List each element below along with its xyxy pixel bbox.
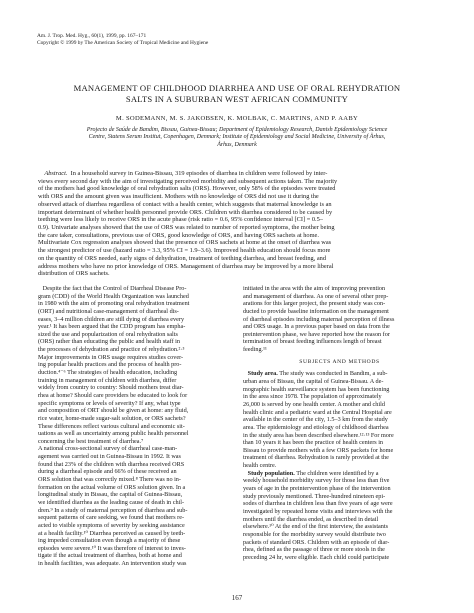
body-line: mothers until the diarrhea ended, as described in detail — [243, 515, 379, 523]
body-line: sized the use and popularization of oral rehydration salts — [38, 330, 178, 338]
body-line: the processes of dehydration and practice of rehydration.²·³ — [38, 346, 185, 354]
body-line: episodes were severe.¹⁰ It was therefore of interest to inves- — [38, 544, 186, 552]
body-line: at a health facility.¹⁰ Diarrhea perceived as caused by teeth- — [38, 529, 186, 537]
body-text: The study was conducted in Bandim, a sub- — [277, 370, 388, 378]
body-line: treatment of diarrhea. Rehydration is rarely provided at the — [243, 454, 389, 462]
body-line: duction.⁴⁻⁶ The strategies of health education, including — [38, 369, 178, 377]
body-line: specific symptoms or levels of severity? If any, what type — [38, 399, 181, 407]
body-line: year.¹ It has been argued that the CDD program has empha- — [38, 323, 186, 331]
body-line: initiated in the area with the aim of improving prevention — [243, 285, 386, 292]
body-line: tigate if the actual treatment of diarrhea, both at home and — [38, 552, 182, 560]
body-line: (ORS) rather than educating the public and health staff in — [38, 338, 180, 346]
body-line: and ORS usage. In a previous paper based on data from the — [243, 323, 390, 331]
body-line: preceding 24 hr, were eligible. Each child could participate — [243, 553, 390, 561]
body-line — [243, 470, 436, 478]
body-line: responsible for the morbidity survey would distribute two — [243, 530, 386, 538]
abstract-line: teething were less likely to receive ORS in the acute phase (risk ratio = 0.6, 95% confidence interval [CI] = 0.5– — [38, 216, 323, 224]
body-line: longitudinal study in Bissau, the capital of Guinea-Bissau, — [38, 491, 183, 499]
body-line: uations as well as uncertainty among public health personnel — [38, 430, 189, 438]
abstract-line: address mothers who have no prior knowledge of ORS. Management of diarrhea may be improved by a more liberal — [38, 262, 334, 270]
body-line — [243, 370, 436, 378]
body-line: health centre. — [243, 462, 277, 470]
page-number: 167 — [231, 594, 243, 602]
body-line: rhea, defined as the passage of three or more stools in the — [243, 546, 385, 554]
body-line: packets of standard ORS. Children with an episode of diar- — [243, 538, 390, 546]
body-line: A national cross-sectional survey of diarrheal case-man- — [38, 445, 178, 453]
body-column-left — [38, 285, 231, 568]
body-line: in health facilities, was adequate. An intervention study was — [38, 560, 187, 568]
body-line: sequent patterns of care seeking, we found that mothers re- — [38, 514, 185, 522]
body-line: Major improvements in ORS usage requires studies cover- — [38, 353, 184, 361]
affiliation-line-2: Centre, Statens Serum Institut, Copenhagen, Denmark; Institute of Epidemiology and Social Medicine, University of Århus, — [88, 134, 386, 141]
body-line: than 10 years it has been the practice of health centers in — [243, 439, 384, 447]
abstract — [38, 170, 436, 278]
subsection-heading-study-area: Study area. — [247, 370, 278, 378]
body-line: concerning the best treatment of diarrhea.⁷ — [38, 437, 144, 445]
body-line: These differences reflect various cultural and economic sit- — [38, 422, 185, 430]
body-line: gram (CDD) of the World Health Organization was launched — [38, 292, 189, 300]
body-line: we identified diarrhea as the leading cause of death in chil- — [38, 498, 185, 506]
body-line: elsewhere.¹⁰ At the end of the first interview, the assistants — [243, 523, 389, 531]
body-line: feeding.¹¹ — [243, 346, 267, 354]
abstract-line: important determinant of whether health personnel provide ORS. Children with diarrhea considered to be caused by — [38, 208, 333, 216]
paper-title — [30, 83, 444, 105]
body-line — [38, 285, 231, 293]
body-line: weekly household morbidity survey for those less than five — [243, 477, 390, 485]
body-line: of diarrheal episodes including maternal perception of illness — [243, 315, 395, 323]
body-line: sodes of diarrhea in children less than five years of age were — [243, 500, 393, 508]
body-line: health clinic and a pediatric ward at the Central Hospital are — [243, 408, 392, 416]
body-line: dren.⁹ In a study of maternal perception of diarrhea and sub- — [38, 506, 188, 514]
body-column-right — [243, 285, 436, 561]
body-line: area. The epidemiology and etiology of childhood diarrhea — [243, 423, 389, 431]
body-line: formation on the actual volume of ORS solution given. In a — [38, 483, 186, 491]
title-line-2: SALTS IN A SUBURBAN WEST AFRICAN COMMUNITY — [125, 94, 349, 104]
body-line: and management of diarrhea. As one of several other prep- — [243, 292, 389, 300]
abstract-line: Multivariate Cox regression analyses showed that the presence of ORS sachets at home at the onset of diarrhea was — [38, 239, 332, 247]
body-line: years of age in the preintervention phase of the intervention — [243, 485, 391, 493]
affiliation-line-1: Projecto de Saúde de Bandim, Bissau, Guinea-Bissau; Department of Epidemiology Research, Danish Epidemiology Science — [86, 127, 388, 133]
body-line: rhea at home? Should care providers be educated to look for — [38, 391, 188, 399]
abstract-line: of the mothers had good knowledge of oral rehydration salts (ORS). However, only 58% of the episodes were treated — [38, 185, 336, 193]
body-line: arations for this larger project, the present study was con- — [243, 300, 386, 308]
abstract-line: distribution of ORS sachets. — [38, 270, 110, 278]
body-line: termination of breast feeding influences length of breast — [243, 338, 382, 346]
body-line: ing impeded consultation even though a majority of these — [38, 537, 181, 545]
body-line: preintervention phase, we have reported how the reason for — [243, 330, 390, 338]
body-text: Despite the fact that the Control of Diarrheal Disease Pro- — [42, 285, 187, 292]
body-line: mographic health surveillance system has been functioning — [243, 385, 390, 393]
body-line: available in the center of the city, 1.5–3 km from the study — [243, 416, 388, 424]
abstract-line: observed attack of diarrhea regardless of contact with a health center, which suggests that maternal knowledge is an — [38, 200, 332, 208]
body-line: investigated by repeated home visits and interviews with the — [243, 507, 393, 515]
body-line: agement was carried out in Guinea-Bissau in 1992. It was — [38, 453, 181, 461]
body-line: ing popular health practices and the process of health pro- — [38, 361, 182, 369]
body-line: ducted to provide baseline information on the management — [243, 307, 389, 315]
journal-header — [37, 33, 337, 47]
abstract-line: 0.9). Univariate analyses showed that the use of ORS was related to number of reported symptoms, the mother being — [38, 224, 335, 232]
journal-copyright: Copyright © 1999 by The American Society of Tropical Medicine and Hygiene — [37, 40, 209, 46]
body-line: during a diarrheal episode and 66% of these received an — [38, 468, 177, 476]
body-line: eases, 3–4 million children are still dying of diarrhea every — [38, 315, 185, 323]
body-line: (ORT) and nutritional case-management of diarrheal dis- — [38, 307, 179, 315]
abstract-line: on the quantity of ORS needed, early signs of dehydration, treatment of teething diarrhea, and breast feeding, and — [38, 254, 327, 262]
abstract-text: In a household survey in Guinea-Bissau, 319 episodes of diarrhea in children were followed by inter- — [70, 170, 328, 177]
abstract-line — [38, 170, 436, 178]
author-list: M. SODEMANN, M. S. JAKOBSEN, K. MOLBAK, C. MARTINS, AND P. AABY — [115, 115, 359, 122]
subsection-heading-study-population: Study population. — [247, 469, 295, 477]
body-line: widely from country to country: Should mothers treat diar- — [38, 384, 184, 392]
abstract-line: views every second day with the aim of investigating perceived morbidity and subsequent actions taken. The majority — [38, 177, 338, 185]
body-line: study previously mentioned. Three-hundred nineteen epi- — [243, 492, 386, 500]
body-text: The children were identified by a — [294, 469, 379, 477]
body-line: acted to visible symptoms of severity by seeking assistance — [38, 521, 185, 529]
body-line: in the area since 1978. The population of approximately — [243, 393, 382, 401]
body-line: in 1980 with the aim of promoting oral rehydration treatment — [38, 300, 190, 308]
abstract-line: the strongest predictor of use (hazard ratio = 3.3, 95% CI = 1.9–3.6). Improved health education should focus more — [38, 247, 331, 255]
body-line: Bissau to provide mothers with a few ORS packets for home — [243, 446, 394, 454]
section-heading-subjects-methods: SUBJECTS AND METHODS — [299, 358, 380, 365]
body-line: in the study area has been described elsewhere.¹²·¹³ For more — [243, 431, 394, 439]
body-line: rice water, home-made sugar-salt solution, or ORS sachets? — [38, 414, 186, 422]
body-line: urban area of Bissau, the capital of Guinea-Bissau. A de- — [243, 378, 384, 386]
abstract-heading: Abstract. — [44, 170, 68, 177]
body-line: ORS solution that was correctly mixed.⁸ There was no in- — [38, 476, 181, 484]
body-line: and composition of ORT should be given at home: any fluid, — [38, 407, 189, 415]
journal-citation: Am. J. Trop. Med. Hyg., 60(1), 1999, pp. 167–171 — [37, 33, 147, 39]
abstract-line: with ORS and the amount given was insufficient. Mothers with no knowledge of ORS did not use it during the — [38, 193, 319, 201]
title-line-1: MANAGEMENT OF CHILDHOOD DIARRHEA AND USE OF ORAL REHYDRATION — [73, 83, 401, 93]
body-line: training in management of children with diarrhea, differ — [38, 376, 177, 384]
affiliation-line-3: Århus, Denmark — [217, 141, 257, 148]
body-line: found that 23% of the children with diarrhea received ORS — [38, 460, 185, 468]
affiliations — [40, 127, 434, 149]
abstract-line: the care taker, consultations, previous use of ORS, good knowledge of ORS, and having ORS sachets at home. — [38, 231, 319, 239]
body-line: 26,000 is served by one health center. A mother and child — [243, 400, 385, 408]
